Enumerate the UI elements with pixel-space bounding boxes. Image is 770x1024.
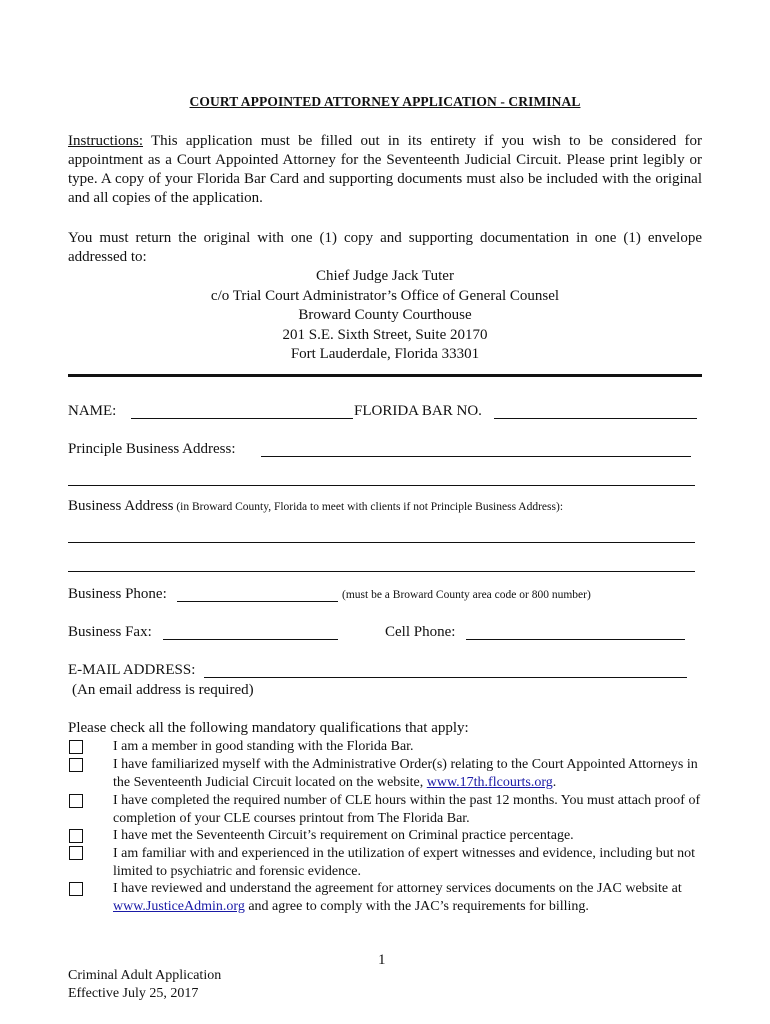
principle-address-field[interactable] — [261, 456, 691, 457]
flcourts-link[interactable]: www.17th.flcourts.org — [426, 774, 553, 790]
qualification-item-2-after: . — [552, 774, 557, 790]
email-field[interactable] — [204, 677, 687, 678]
email-note: (An email address is required) — [72, 682, 254, 698]
business-address-field[interactable] — [68, 542, 695, 543]
name-label: NAME: — [68, 403, 117, 419]
principle-address-field-line-2[interactable] — [68, 485, 695, 486]
florida-bar-label: FLORIDA BAR NO. — [354, 403, 482, 419]
instructions-text: This application must be filled out in its entirety if you wish to be considered for appointment as a Court Appointed Attorney for the Seventeenth Judicial Circuit. Please print legibly or type. A copy of your Florida Bar Card and supporting documents must also be included with the original and all copies of the application. — [68, 133, 702, 206]
instructions-paragraph — [68, 132, 702, 208]
qualification-checkbox-4[interactable] — [69, 829, 83, 843]
address-line-4: 201 S.E. Sixth Street, Suite 20170 — [282, 326, 488, 343]
qualification-item-5: I am familiar with and experienced in the utilization of expert witnesses and evidence, including but not limited to psychiatric and forensic evidence. — [113, 846, 695, 879]
business-phone-note: (must be a Broward County area code or 800 number) — [342, 589, 591, 601]
qualification-checkbox-6[interactable] — [69, 882, 83, 896]
qualification-item-6-text: I have reviewed and understand the agreement for attorney services documents on the JAC website at — [113, 881, 682, 896]
cell-phone-field[interactable] — [466, 639, 685, 640]
principle-address-label: Principle Business Address: — [68, 441, 236, 457]
address-line-2: c/o Trial Court Administrator’s Office of General Counsel — [210, 287, 560, 304]
business-fax-field[interactable] — [163, 639, 338, 640]
footer-line-2: Effective July 25, 2017 — [68, 986, 199, 1001]
qualification-checkbox-3[interactable] — [69, 794, 83, 808]
qualification-item-6 — [113, 880, 713, 915]
footer-line-1: Criminal Adult Application — [68, 968, 222, 983]
qualification-checkbox-5[interactable] — [69, 846, 83, 860]
business-phone-field[interactable] — [177, 601, 338, 602]
page-number: 1 — [378, 952, 386, 968]
email-label: E-MAIL ADDRESS: — [68, 662, 196, 678]
business-address-field-line-2[interactable] — [68, 571, 695, 572]
business-address-label: Business Address — [68, 498, 174, 514]
qualification-checkbox-2[interactable] — [69, 758, 83, 772]
name-field[interactable] — [131, 418, 353, 419]
qualification-item-2 — [113, 756, 713, 791]
justiceadmin-link[interactable]: www.JusticeAdmin.org — [113, 898, 245, 914]
page-title: COURT APPOINTED ATTORNEY APPLICATION - CRIMINAL — [189, 94, 581, 109]
address-line-5: Fort Lauderdale, Florida 33301 — [290, 346, 480, 362]
section-divider — [68, 374, 702, 377]
return-instructions: You must return the original with one (1) copy and supporting documentation in one (1) envelope addressed to: — [68, 230, 702, 265]
qualification-item-6-after: and agree to comply with the JAC’s requirements for billing. — [244, 898, 589, 914]
address-line-3: Broward County Courthouse — [298, 307, 472, 323]
business-address-note: (in Broward County, Florida to meet with clients if not Principle Business Address): — [173, 501, 564, 513]
business-fax-label: Business Fax: — [68, 624, 152, 640]
qualification-item-2-text: I have familiarized myself with the Administrative Order(s) relating to the Court Appointed Attorneys in the Seventeenth Judicial Circuit located on the website, — [113, 757, 698, 790]
instructions-label: Instructions: — [68, 133, 143, 149]
business-phone-label: Business Phone: — [68, 586, 167, 602]
florida-bar-field[interactable] — [494, 418, 697, 419]
qualification-item-1: I am a member in good standing with the Florida Bar. — [113, 739, 414, 754]
qualification-item-3: I have completed the required number of CLE hours within the past 12 months. You must attach proof of completion of your CLE courses printout from The Florida Bar. — [113, 793, 701, 826]
qualification-checkbox-1[interactable] — [69, 740, 83, 754]
business-address-label-row — [68, 498, 563, 515]
address-line-1: Chief Judge Jack Tuter — [316, 268, 454, 284]
cell-phone-label: Cell Phone: — [385, 624, 456, 640]
qualification-item-4: I have met the Seventeenth Circuit’s requirement on Criminal practice percentage. — [113, 828, 574, 843]
qualifications-heading: Please check all the following mandatory qualifications that apply: — [68, 720, 469, 736]
